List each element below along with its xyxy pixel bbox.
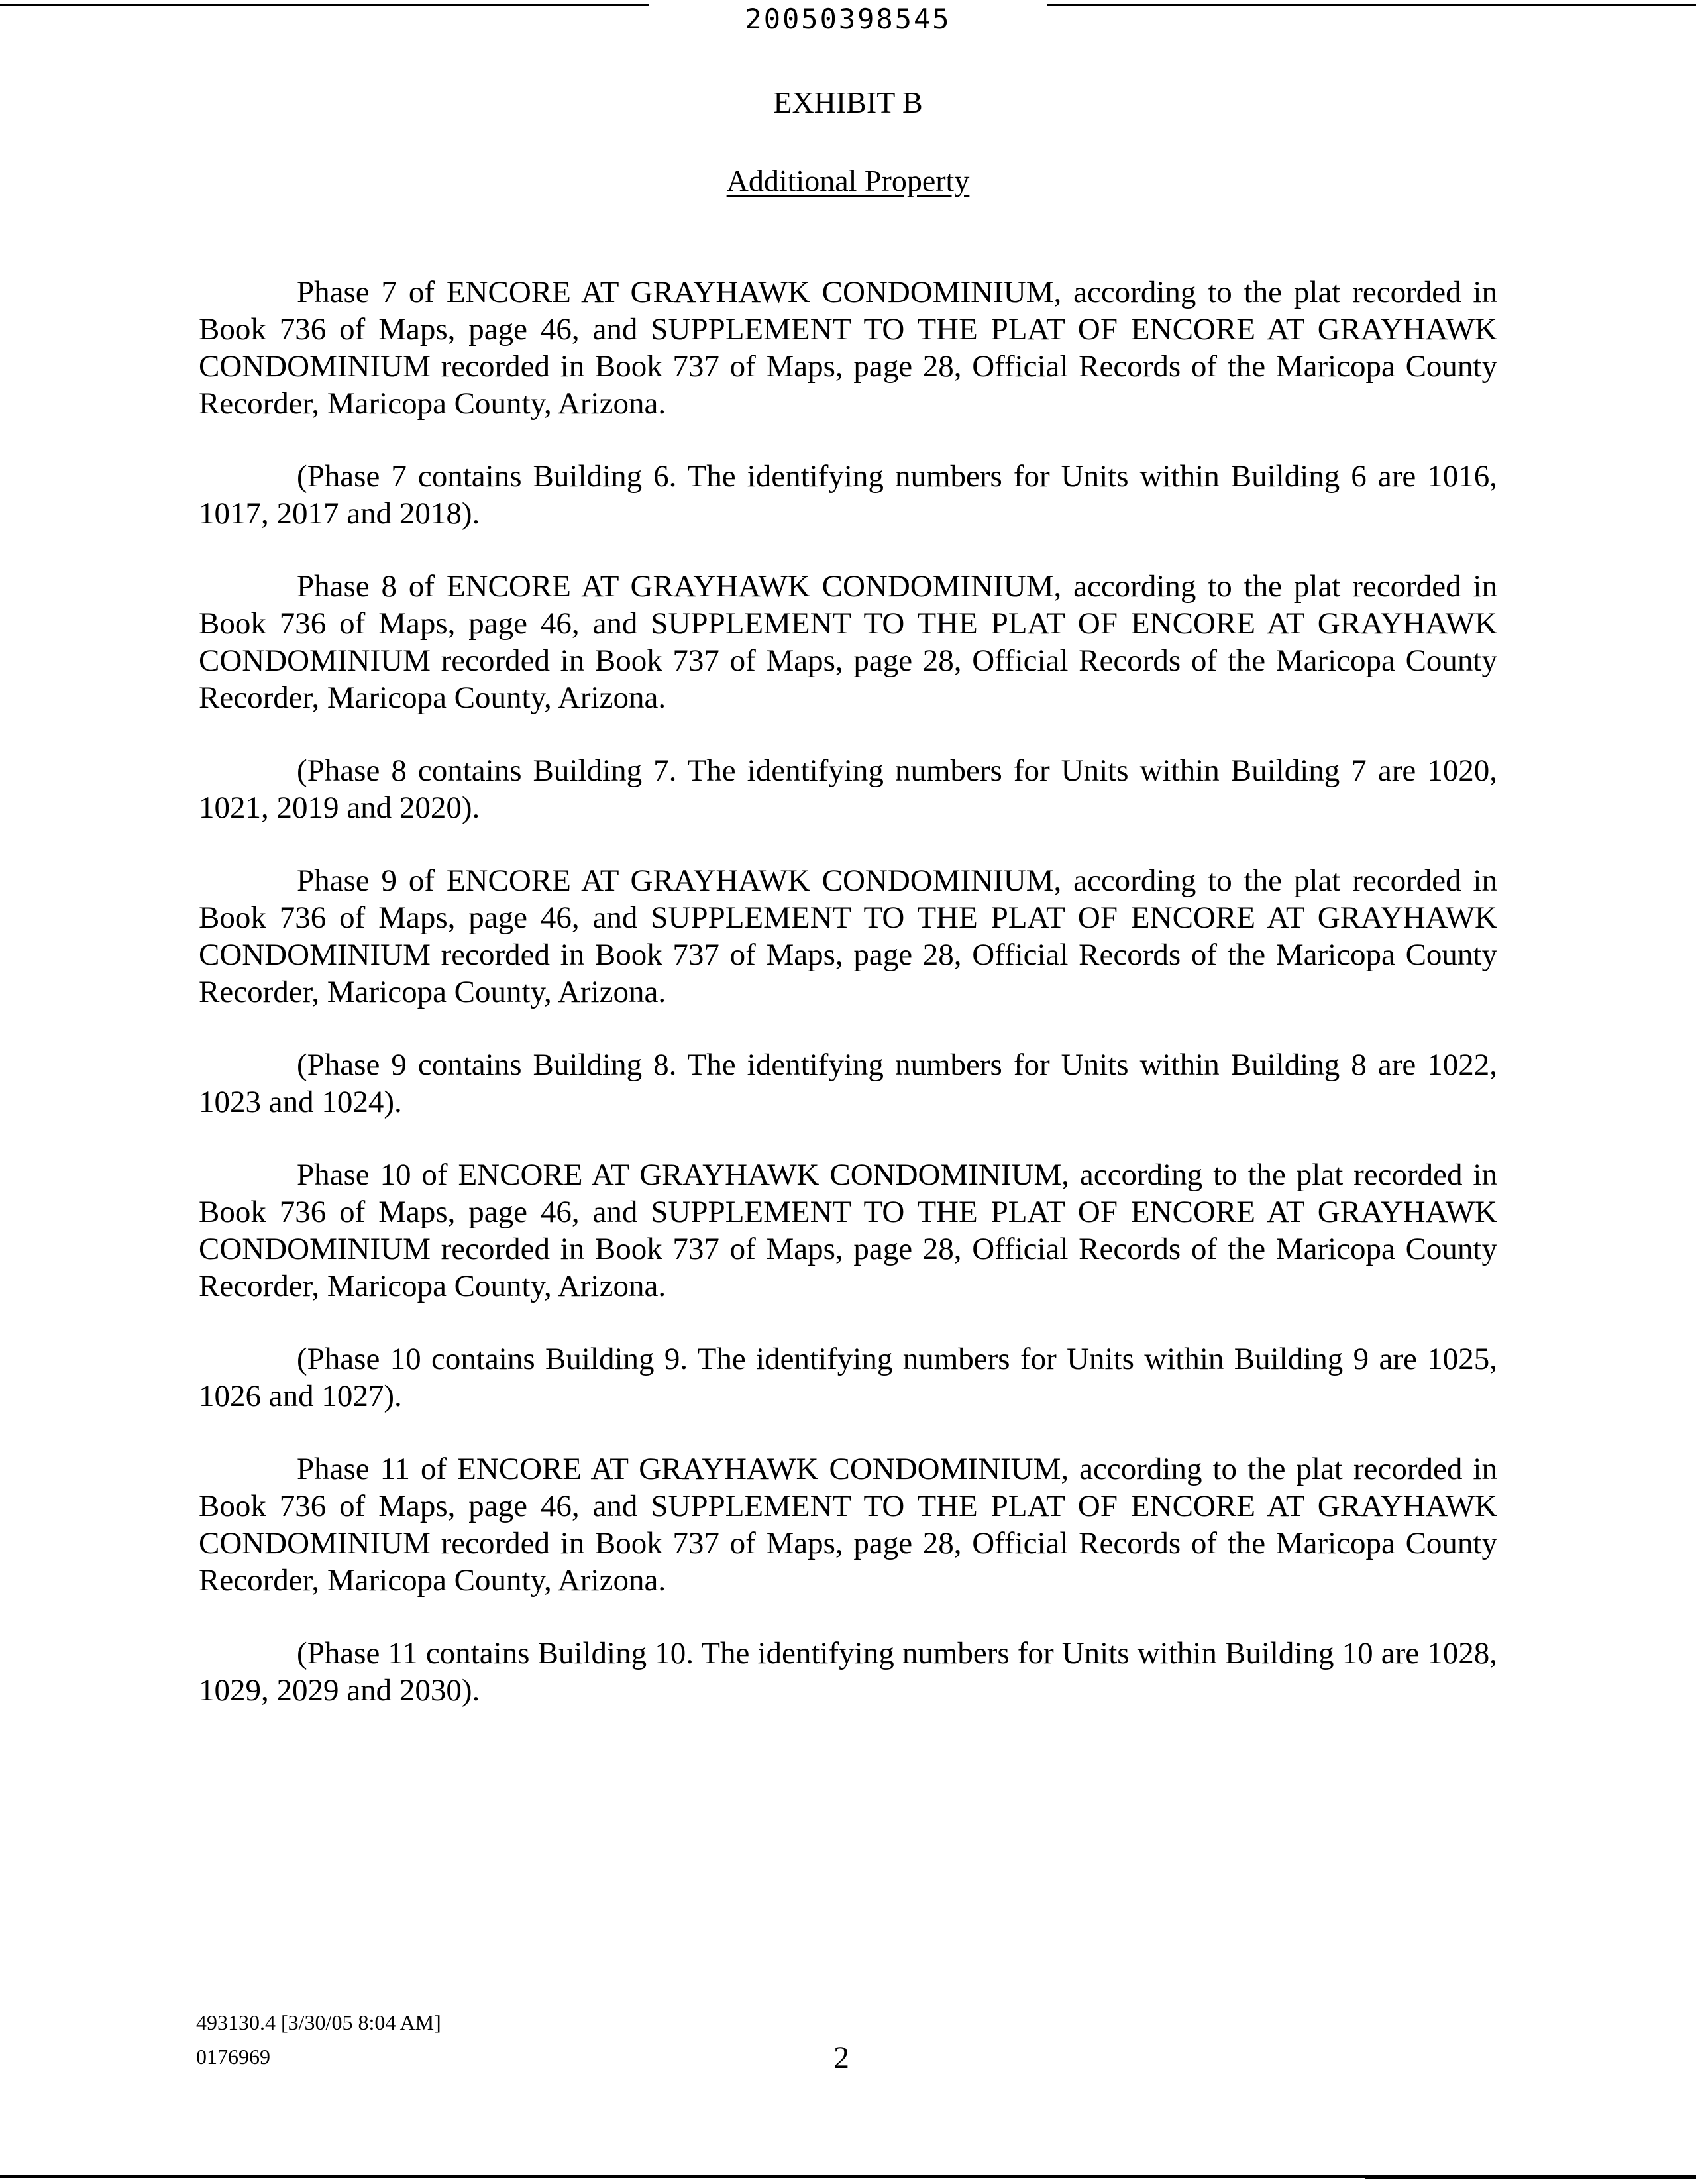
document-reference: 493130.4 [3/30/05 8:04 AM] xyxy=(196,2010,441,2034)
bottom-rule xyxy=(0,2175,1365,2178)
phase-10-units: (Phase 10 contains Building 9. The identifying numbers for Units within Building 9 are 1025, 1026 and 1027). xyxy=(199,1342,1497,1413)
phase-10-description: Phase 10 of ENCORE AT GRAYHAWK CONDOMINIUM, according to the plat recorded in Book 736 of Maps, page 46, and SUPPLEMENT TO THE PLAT OF ENCORE AT GRAYHAWK CONDOMINIUM recorded in Book 737 of Maps, page 28, Official Records of the Maricopa County Recorder, Maricopa County, Arizona. xyxy=(199,1158,1497,1303)
client-number: 0176969 xyxy=(196,2045,270,2069)
phase-9-description: Phase 9 of ENCORE AT GRAYHAWK CONDOMINIUM, according to the plat recorded in Book 736 of Maps, page 46, and SUPPLEMENT TO THE PLAT OF ENCORE AT GRAYHAWK CONDOMINIUM recorded in Book 737 of Maps, page 28, Official Records of the Maricopa County Recorder, Maricopa County, Arizona. xyxy=(199,863,1497,1009)
phase-7-description: Phase 7 of ENCORE AT GRAYHAWK CONDOMINIUM, according to the plat recorded in Book 736 of Maps, page 46, and SUPPLEMENT TO THE PLAT OF ENCORE AT GRAYHAWK CONDOMINIUM recorded in Book 737 of Maps, page 28, Official Records of the Maricopa County Recorder, Maricopa County, Arizona. xyxy=(199,275,1497,421)
document-body xyxy=(199,274,1497,1745)
phase-11-description: Phase 11 of ENCORE AT GRAYHAWK CONDOMINIUM, according to the plat recorded in Book 736 of Maps, page 46, and SUPPLEMENT TO THE PLAT OF ENCORE AT GRAYHAWK CONDOMINIUM recorded in Book 737 of Maps, page 28, Official Records of the Maricopa County Recorder, Maricopa County, Arizona. xyxy=(199,1452,1497,1598)
exhibit-subtitle: Additional Property xyxy=(726,164,970,197)
phase-7-units: (Phase 7 contains Building 6. The identifying numbers for Units within Building 6 are 1016, 1017, 2017 and 2018). xyxy=(199,459,1497,531)
exhibit-title: EXHIBIT B xyxy=(773,85,923,119)
phase-8-units: (Phase 8 contains Building 7. The identifying numbers for Units within Building 7 are 1020, 1021, 2019 and 2020). xyxy=(199,753,1497,825)
phase-11-units: (Phase 11 contains Building 10. The identifying numbers for Units within Building 10 are 1028, 1029, 2029 and 2030). xyxy=(199,1636,1497,1708)
footer-reference xyxy=(196,2005,441,2074)
recording-number: 20050398545 xyxy=(745,3,951,35)
page-number: 2 xyxy=(833,2040,849,2075)
phase-9-units: (Phase 9 contains Building 8. The identifying numbers for Units within Building 8 are 1022, 1023 and 1024). xyxy=(199,1048,1497,1119)
bottom-right-rule xyxy=(1365,2175,1696,2179)
phase-8-description: Phase 8 of ENCORE AT GRAYHAWK CONDOMINIUM, according to the plat recorded in Book 736 of Maps, page 46, and SUPPLEMENT TO THE PLAT OF ENCORE AT GRAYHAWK CONDOMINIUM recorded in Book 737 of Maps, page 28, Official Records of the Maricopa County Recorder, Maricopa County, Arizona. xyxy=(199,569,1497,715)
